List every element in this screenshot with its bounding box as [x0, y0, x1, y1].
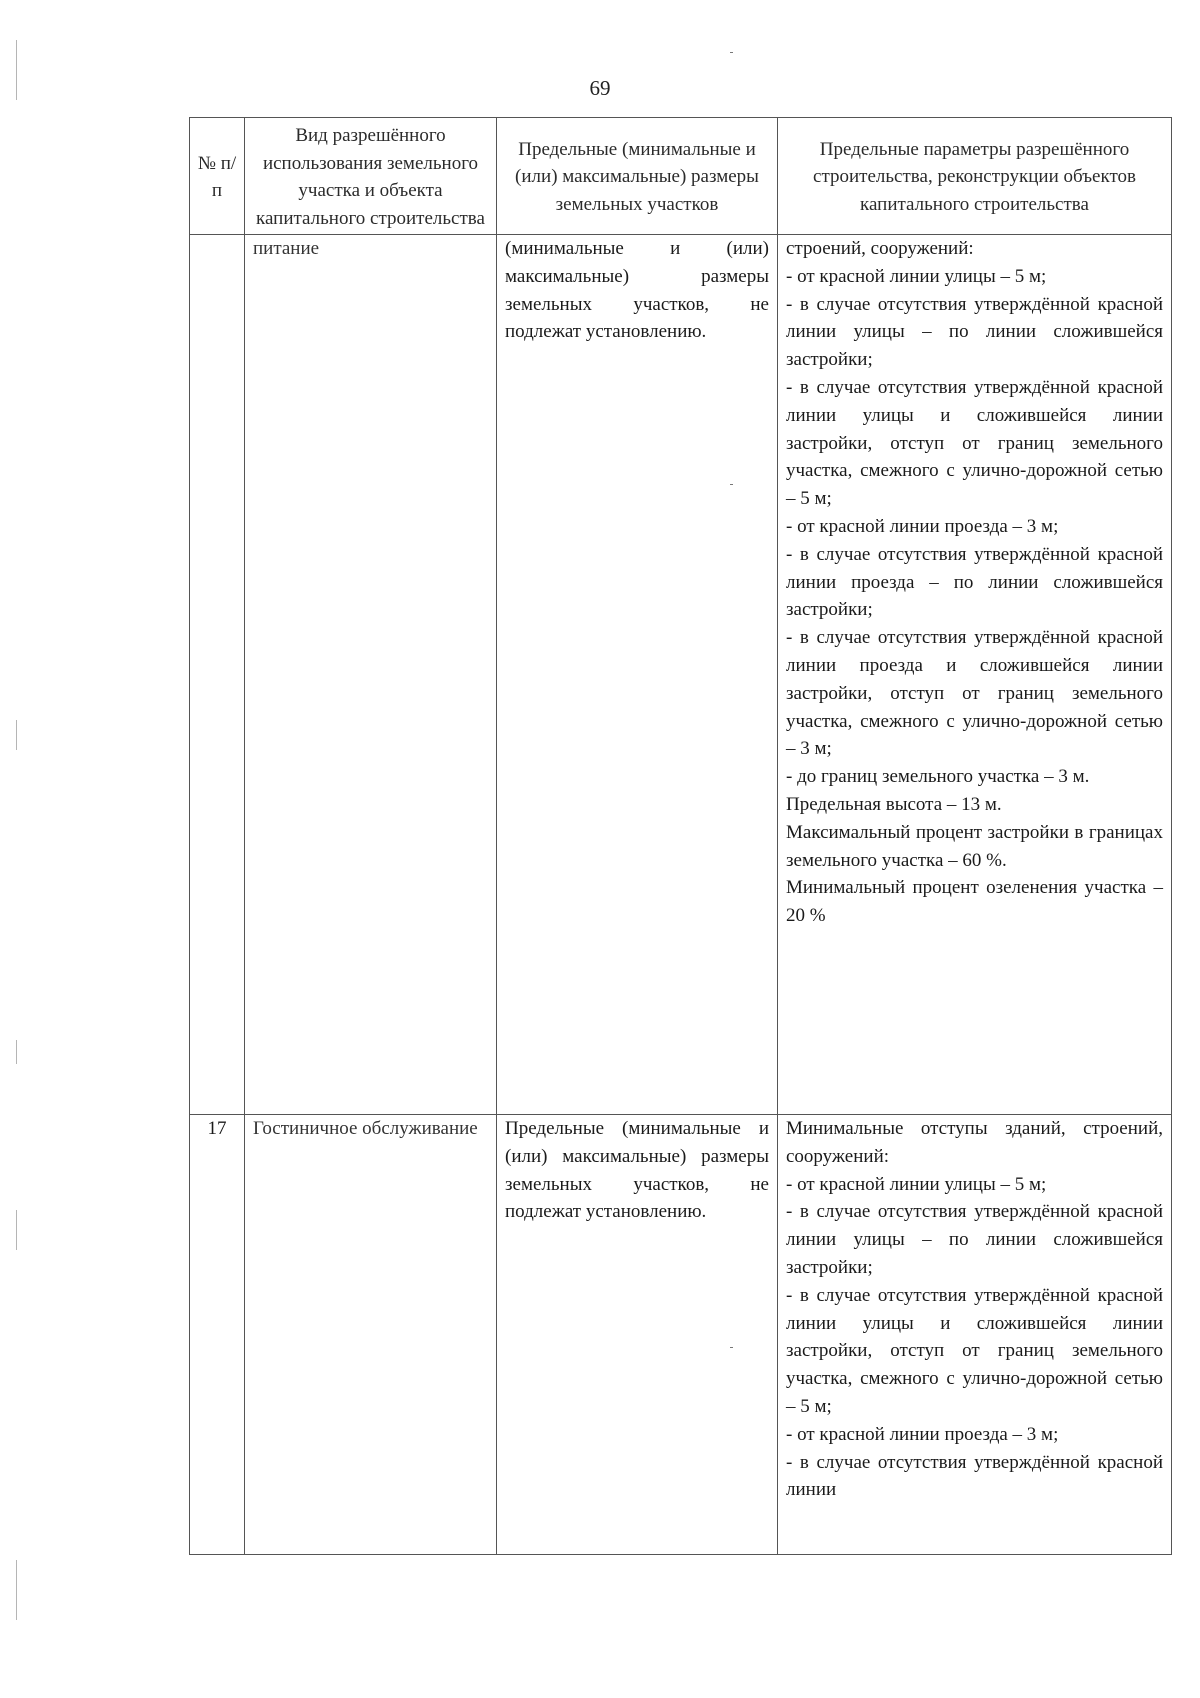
- param-line: - от красной линии улицы – 5 м;: [786, 265, 1047, 287]
- row-plot-size: Предельные (минимальные и (или) максимальные) размеры земельных участков, не подлежат установлению.: [497, 1115, 778, 1555]
- table-header-row: [190, 118, 1172, 235]
- table-row: [190, 235, 1172, 1115]
- param-line: - в случае отсутствия утверждённой красной линии улицы – по линии сложившейся застройки;: [786, 1201, 1163, 1278]
- param-line: Максимальный процент застройки в границах земельного участка – 60 %.: [786, 821, 1163, 871]
- param-line: - в случае отсутствия утверждённой красной линии улицы и сложившейся линии застройки, отступ от границ земельного участка, смежного с улично-дорожной сетью – 5 м;: [786, 376, 1163, 510]
- row-plot-size: (минимальные и (или) максимальные) размеры земельных участков, не подлежат установлению.: [497, 235, 778, 1115]
- param-line: - в случае отсутствия утверждённой красной линии: [786, 1451, 1163, 1501]
- row-use-type: Гостиничное обслуживание: [245, 1115, 497, 1555]
- param-line: Минимальные отступы зданий, строений, сооружений:: [786, 1118, 1163, 1167]
- header-use-type: Вид разрешённого использования земельного участка и объекта капитального строительства: [245, 118, 497, 235]
- page-number: 69: [589, 76, 611, 100]
- scan-dust: [730, 52, 733, 53]
- param-line: - в случае отсутствия утверждённой красной линии улицы и сложившейся линии застройки, отступ от границ земельного участка, смежного с улично-дорожной сетью – 5 м;: [786, 1284, 1163, 1417]
- header-plot-size: Предельные (минимальные и (или) максимальные) размеры земельных участков: [497, 118, 778, 235]
- row-number: 17: [190, 1115, 245, 1555]
- header-number: № п/п: [190, 118, 245, 235]
- table-row: [190, 1115, 1172, 1555]
- scan-edge-mark: [16, 1040, 17, 1064]
- land-use-regulations-table: [189, 117, 1172, 1555]
- row-number: [190, 235, 245, 1115]
- param-line: - в случае отсутствия утверждённой красной линии проезда – по линии сложившейся застройки;: [786, 543, 1163, 621]
- row-use-type: питание: [245, 235, 497, 1115]
- param-line: - в случае отсутствия утверждённой красной линии проезда и сложившейся линии застройки, отступ от границ земельного участка, смежного с улично-дорожной сетью – 3 м;: [786, 627, 1163, 760]
- param-line: - от красной линии проезда – 3 м;: [786, 1423, 1059, 1445]
- param-line: - от красной линии улицы – 5 м;: [786, 1173, 1047, 1195]
- param-line: - от красной линии проезда – 3 м;: [786, 515, 1059, 537]
- param-line: Предельная высота – 13 м.: [786, 793, 1002, 815]
- row-build-params: [778, 1115, 1172, 1555]
- row-build-params: [778, 235, 1172, 1115]
- param-line: - до границ земельного участка – 3 м.: [786, 766, 1090, 788]
- param-line: Минимальный процент озеленения участка – 20 %: [786, 877, 1163, 927]
- scan-edge-mark: [16, 1210, 17, 1250]
- scan-edge-mark: [16, 720, 17, 750]
- header-build-params: Предельные параметры разрешённого строительства, реконструкции объектов капитального строительства: [778, 118, 1172, 235]
- scan-edge-mark: [16, 1560, 17, 1620]
- param-line: строений, сооружений:: [786, 238, 974, 259]
- param-line: - в случае отсутствия утверждённой красной линии улицы – по линии сложившейся застройки;: [786, 293, 1163, 371]
